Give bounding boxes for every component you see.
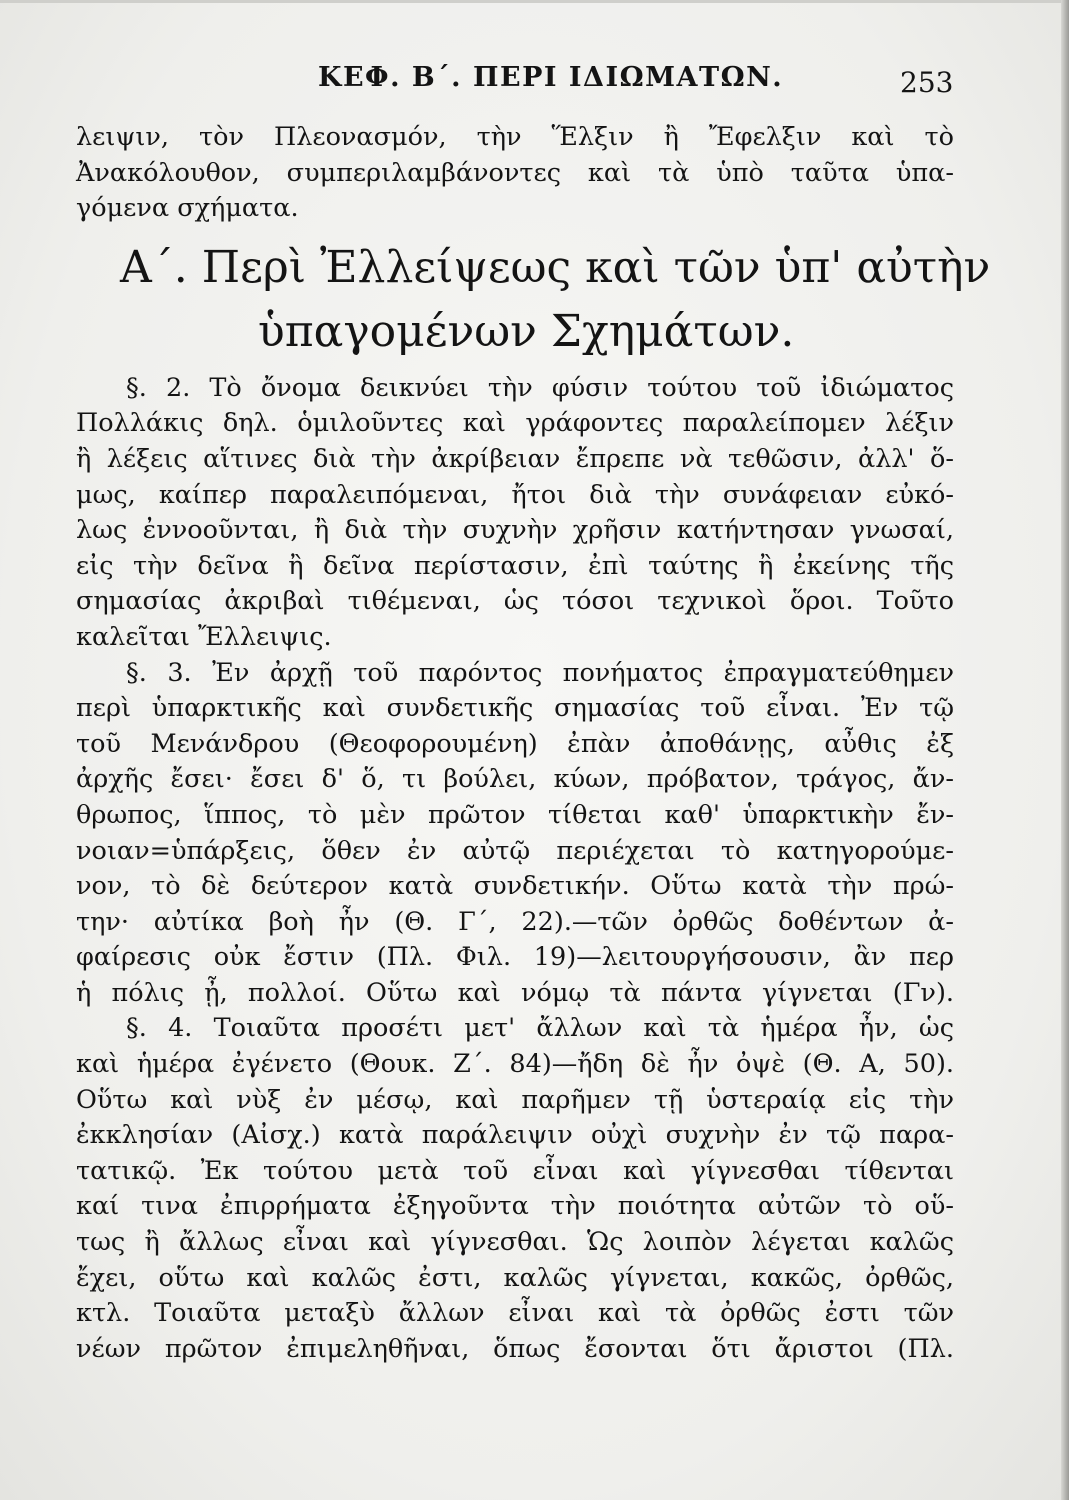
text-line: ἀρχῆς ἔσει· ἔσει δ' ὅ, τι βούλει, κύων, πρόβατον, τράγος, ἄν-	[76, 764, 954, 795]
text-line: την· αὐτίκα βοὴ ἦν (Θ. Γ΄, 22).—τῶν ὀρθῶς δοθέντων ἀ-	[76, 906, 954, 937]
text-line: Οὕτω καὶ νὺξ ἐν μέσῳ, καὶ παρῆμεν τῇ ὑστεραίᾳ εἰς τὴν	[76, 1084, 954, 1115]
text-line: τατικῷ. Ἐκ τούτου μετὰ τοῦ εἶναι καὶ γίγνεσθαι τίθενται	[76, 1155, 954, 1186]
text-line: ἔχει, οὕτω καὶ καλῶς ἐστι, καλῶς γίγνεται, κακῶς, ὀρθῶς,	[76, 1262, 954, 1293]
paragraph-3	[76, 656, 954, 1012]
text-line: Πολλάκις δηλ. ὁμιλοῦντες καὶ γράφοντες παραλείπομεν λέξιν	[76, 408, 954, 439]
section-title-line-2: ὑπαγομένων Σχημάτων.	[258, 305, 795, 357]
text-line: Ἀνακόλουθον, συμπεριλαμβάνοντες καὶ τὰ ὑπὸ ταῦτα ὑπα-	[76, 157, 954, 188]
page-right-edge	[1061, 0, 1069, 1500]
text-line: §. 2. Τὸ ὄνομα δεικνύει τὴν φύσιν τούτου τοῦ ἰδιώματος	[126, 372, 954, 403]
text-line: κτλ. Τοιαῦτα μεταξὺ ἄλλων εἶναι καὶ τὰ ὀρθῶς ἐστι τῶν	[76, 1298, 954, 1329]
text-line: καί τινα ἐπιρρήματα ἐξηγοῦντα τὴν ποιότητα αὐτῶν τὸ οὕ-	[76, 1191, 954, 1222]
intro-paragraph	[76, 120, 954, 227]
text-line: ἐκκλησίαν (Αἰσχ.) κατὰ παράλειψιν οὐχὶ συχνὴν ἐν τῷ παρα-	[76, 1120, 954, 1151]
paragraph-2	[76, 371, 954, 656]
text-line: περὶ ὑπαρκτικῆς καὶ συνδετικῆς σημασίας τοῦ εἶναι. Ἐν τῷ	[76, 693, 954, 724]
text-line: νον, τὸ δὲ δεύτερον κατὰ συνδετικήν. Οὕτω κατὰ τὴν πρώ-	[76, 871, 954, 902]
text-line: γόμενα σχήματα.	[76, 193, 299, 224]
page-header	[0, 62, 1069, 102]
text-line: λειψιν, τὸν Πλεονασμόν, τὴν Ἕλξιν ἢ Ἔφελξιν καὶ τὸ	[76, 122, 954, 152]
text-line: μως, καίπερ παραλειπόμεναι, ἤτοι διὰ τὴν συνάφειαν εὐκό-	[76, 479, 954, 510]
text-line: ἡ πόλις ᾖ, πολλοί. Οὕτω καὶ νόμῳ τὰ πάντα γίγνεται (Γν).	[76, 977, 954, 1008]
page-number: 253	[900, 66, 954, 99]
text-line: θρωπος, ἵππος, τὸ μὲν πρῶτον τίθεται καθ' ὑπαρκτικὴν ἔν-	[76, 799, 954, 830]
text-line: νέων πρῶτον ἐπιμεληθῆναι, ὅπως ἔσονται ὅτι ἄριστοι (Πλ.	[76, 1333, 954, 1364]
body-text	[76, 120, 991, 1367]
section-heading	[76, 239, 991, 361]
text-line: λως ἐννοοῦνται, ἢ διὰ τὴν συχνὴν χρῆσιν κατήντησαν γνωσαί,	[76, 515, 954, 546]
text-line: τοῦ Μενάνδρου (Θεοφορουμένη) ἐπὰν ἀποθάνῃς, αὖθις ἐξ	[76, 728, 954, 759]
text-line: φαίρεσις οὐκ ἔστιν (Πλ. Φιλ. 19)—λειτουργήσουσιν, ἂν περ	[76, 942, 954, 973]
text-line: εἰς τὴν δεῖνα ἢ δεῖνα περίστασιν, ἐπὶ ταύτης ἢ ἐκείνης τῆς	[76, 550, 954, 581]
paragraph-4	[76, 1011, 954, 1367]
text-line: καὶ ἡμέρα ἐγένετο (Θουκ. Ζ΄. 84)—ἤδη δὲ ἦν ὀψὲ (Θ. Α, 50).	[76, 1049, 954, 1080]
running-head: ΚΕΦ. Β΄. ΠΕΡΙ ΙΔΙΩΜΑΤΩΝ.	[318, 62, 784, 93]
page-top-edge	[0, 0, 1069, 3]
text-line: τως ἢ ἄλλως εἶναι καὶ γίγνεσθαι. Ὡς λοιπὸν λέγεται καλῶς	[76, 1227, 954, 1258]
text-line: §. 4. Τοιαῦτα προσέτι μετ' ἄλλων καὶ τὰ ἡμέρα ἦν, ὡς	[126, 1013, 954, 1044]
text-line: σημασίας ἀκριβαὶ τιθέμεναι, ὡς τόσοι τεχνικοὶ ὅροι. Τοῦτο	[76, 586, 954, 617]
section-title-line-1: Α΄. Περὶ Ἐλλείψεως καὶ τῶν ὑπ' αὐτὴν	[120, 241, 991, 293]
text-line: νοιαν=ὑπάρξεις, ὅθεν ἐν αὐτῷ περιέχεται τὸ κατηγορούμε-	[76, 835, 954, 866]
text-line: §. 3. Ἐν ἀρχῇ τοῦ παρόντος πονήματος ἐπραγματεύθημεν	[126, 657, 954, 688]
text-line: καλεῖται Ἔλλειψις.	[76, 621, 332, 652]
text-line: ἢ λέξεις αἵτινες διὰ τὴν ἀκρίβειαν ἔπρεπε νὰ τεθῶσιν, ἀλλ' ὅ-	[76, 443, 954, 474]
